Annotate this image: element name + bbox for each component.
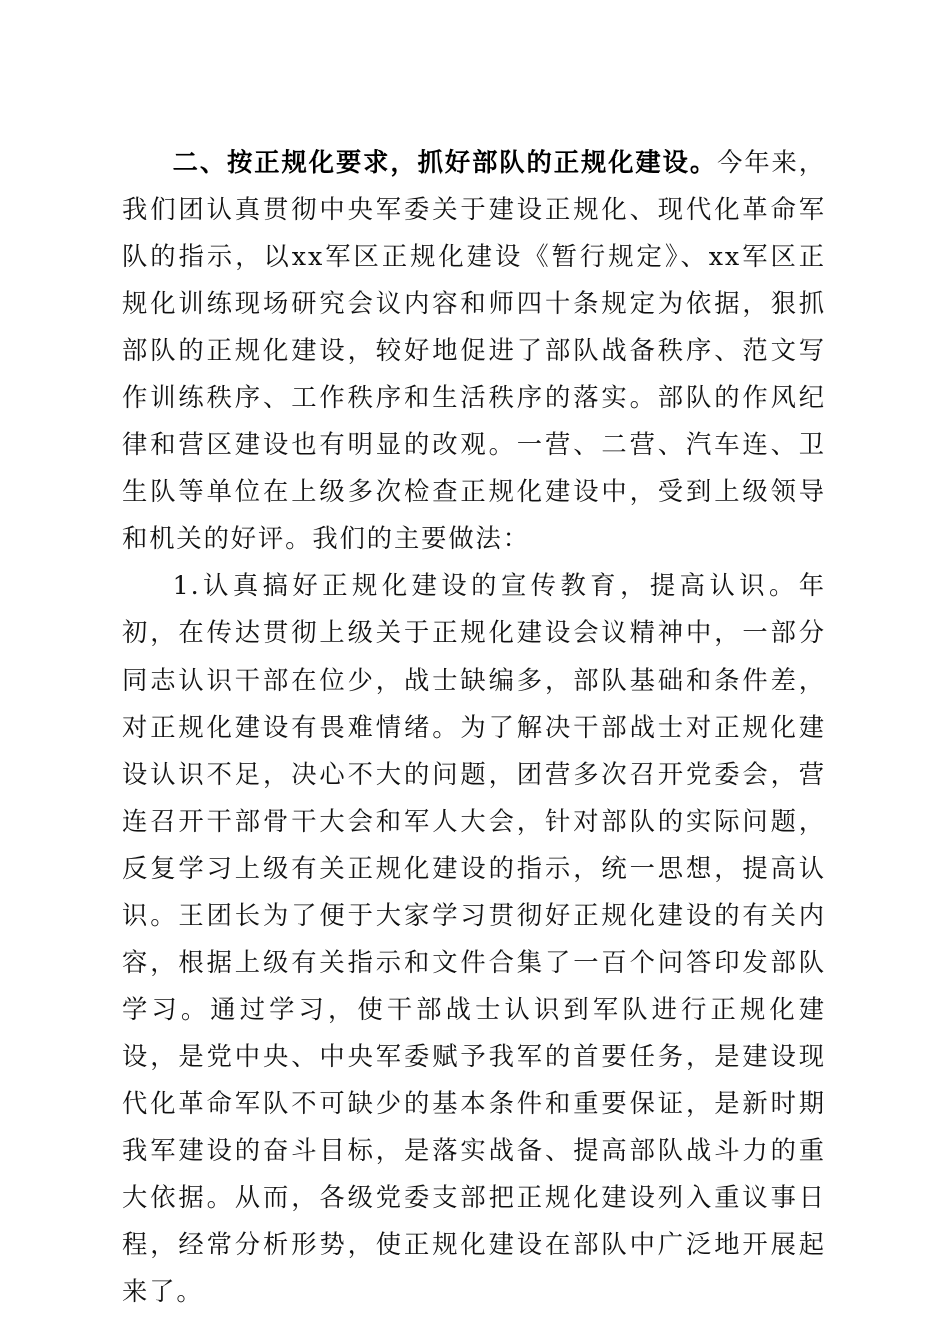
section-intro: 今年来，我们团认真贯彻中央军委关于建设正规化、现代化革命军队的指示，以xx军区正规化建设《暂行规定》、xx军区正规化训练现场研究会议内容和师四十条规定为依据，狠抓部队的正规化建设，较好地促进了部队战备秩序、范文写作训练秩序、工作秩序和生活秩序的落实。部队的作风纪律和营区建设也有明显的改观。一营、二营、汽车连、卫生队等单位在上级多次检查正规化建设中，受到上级领导和机关的好评。我们的主要做法： [122, 148, 826, 554]
item-1-paragraph: 1.认真搞好正规化建设的宣传教育，提高认识。年初，在传达贯彻上级关于正规化建设会议精神中，一部分同志认识干部在位少，战士缺编多，部队基础和条件差，对正规化建设有畏难情绪。为了解决干部战士对正规化建设认识不足，决心不大的问题，团营多次召开党委会，营连召开干部骨干大会和军人大会，针对部队的实际问题，反复学习上级有关正规化建设的指示，统一思想，提高认识。王团长为了便于大家学习贯彻好正规化建设的有关内容，根据上级有关指示和文件合集了一百个问答印发部队学习。通过学习，使干部战士认识到军队进行正规化建设，是党中央、中央军委赋予我军的首要任务，是建设现代化革命军队不可缺少的基本条件和重要保证，是新时期我军建设的奋斗目标，是落实战备、提高部队战斗力的重大依据。从而，各级党委支部把正规化建设列入重议事日程，经常分析形势，使正规化建设在部队中广泛地开展起来了。 [122, 571, 826, 1307]
body-text [122, 139, 826, 1315]
section-paragraph [122, 139, 826, 562]
section-heading: 二、按正规化要求，抓好部队的正规化建设。 [172, 147, 718, 177]
